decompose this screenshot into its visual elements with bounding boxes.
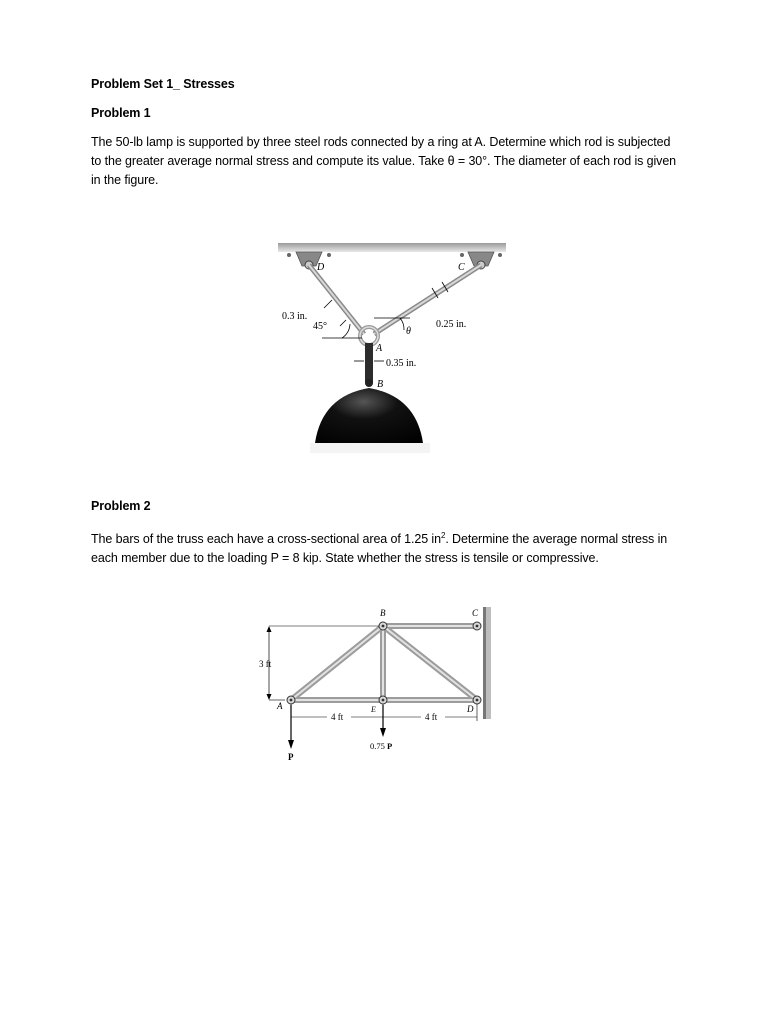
load-label-p: P [288,752,294,762]
label-e: E [371,705,376,714]
label-c: C [472,608,479,618]
lamp-shade [315,388,423,443]
dim-span-ed: 4 ft [425,712,438,722]
page-title: Problem Set 1_ Stresses [91,77,235,91]
problem1-heading: Problem 1 [91,106,151,120]
dim-rod-ac: 0.25 in. [436,319,467,330]
problem2-statement [91,526,681,568]
ceiling [278,243,506,252]
label-a: A [277,701,283,711]
problem2-statement-sup: 2 [440,531,446,540]
label-b: B [377,379,384,390]
dim-rod-ab: 0.35 in. [386,358,417,369]
angle-45: 45° [313,321,327,332]
rod-ab [365,343,373,383]
problem2-statement-part1: The bars of the truss each have a cross-sectional area of 1.25 in [91,532,441,547]
label-c: C [458,262,465,273]
dim-span-ae: 4 ft [331,712,344,722]
angle-theta: θ [406,326,411,337]
label-b: B [380,608,386,618]
dim-rod-ad: 0.3 in. [282,311,308,322]
load-coefficient: 0.75 [370,741,387,751]
label-a: A [376,343,383,354]
load-variable: P [387,741,393,751]
problem2-statement-part2: . Determine the average normal stress in each member due to the loading P = 8 kip. State whether the stress is tensile or compressive. [91,532,668,566]
problem1-statement: The 50-lb lamp is supported by three steel rods connected by a ring at A. Determine which rod is subjected to the greater average normal stress and compute its value. Take θ = 30°. The diameter of each rod is given in the figure. [91,135,677,187]
label-d: D [467,704,474,714]
load-label-075p [370,741,392,751]
truss-figure [255,605,515,763]
label-d: D [317,262,325,273]
problem2-heading: Problem 2 [91,499,151,513]
lamp-figure [270,238,510,454]
dim-height: 3 ft [259,659,272,669]
